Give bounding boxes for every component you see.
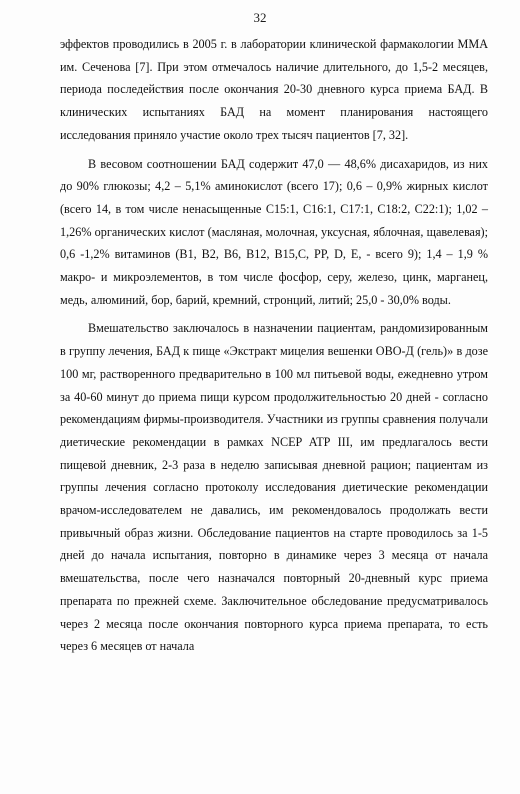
- page-number: 32: [253, 10, 267, 25]
- paragraph-composition: В весовом соотношении БАД содержит 47,0 — 48,6% дисахаридов, из них до 90% глюкозы; 4,2 – 5,1% аминокислот (всего 17); 0,6 – 0,9% жирных кислот (всего 14, в том числе ненасыщенные С15:1, С16:1, С17:1, С18:2, С22:1); 1,02 – 1,26% органических кислот (масляная, молочная, уксусная, яблочная, щавелевая); 0,6 -1,2% витаминов (В1, В2, В6, В12, В15,С, РР, D, Е, - всего 9); 1,4 – 1,9 % макро- и микроэлементов, в том числе фосфор, серу, железо, цинк, марганец, медь, алюминий, бор, барий, кремний, стронций, литий; 25,0 - 30,0% воды.: [60, 156, 488, 307]
- body-text: [60, 33, 488, 658]
- paragraph-continuation: эффектов проводились в 2005 г. в лаборатории клинической фармакологии ММА им. Сеченова [7]. При этом отмечалось наличие длительного, до 1,5-2 месяцев, периода последействия после окончания 20-30 дневного курса приема БАД. В клинических испытаниях БАД на момент планирования настоящего исследования приняло участие около трех тысяч пациентов [7, 32].: [60, 37, 488, 142]
- paragraph-intervention: Вмешательство заключалось в назначении пациентам, рандомизированным в группу лечения, БАД к пище «Экстракт мицелия вешенки ОВО-Д (гель)» в дозе 100 мг, растворенного предварительно в 100 мл питьевой воды, ежедневно утром за 40-60 минут до приема пищи курсом продолжительностью 20 дней - согласно рекомендациям фирмы-производителя. Участники из группы сравнения получали диетические рекомендации в рамках NCEP ATP III, им предлагалось вести пищевой дневник, 2-3 раза в неделю записывая дневной рацион; пациентам из группы лечения согласно протоколу исследования диетические рекомендации врачом-исследователем не давались, им рекомендовалось продолжать вести привычный образ жизни. Обследование пациентов на старте проводилось за 1-5 дней до начала испытания, повторно в динамике через 3 месяца от начала вмешательства, после чего назначался повторный 20-дневный курс приема препарата по прежней схеме. Заключительное обследование предусматривалось через 2 месяца после окончания повторного курса приема препарата, то есть через 6 месяцев от начала: [60, 321, 488, 654]
